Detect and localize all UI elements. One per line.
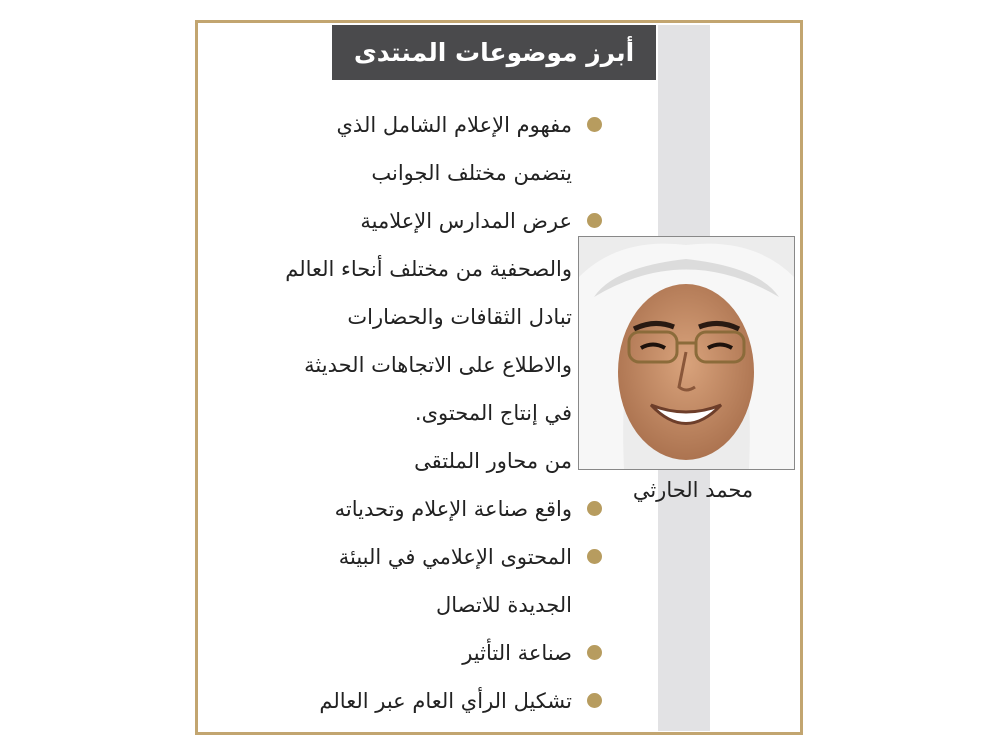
bullet-icon: [587, 117, 602, 132]
list-item: واقع صناعة الإعلام وتحدياته: [200, 485, 572, 533]
list-item: تشكيل الرأي العام عبر العالم: [200, 677, 572, 725]
bullet-icon: [587, 213, 602, 228]
list-item-continuation: والاطلاع على الاتجاهات الحديثة: [304, 353, 572, 377]
list-item-continuation: في إنتاج المحتوى.: [414, 401, 572, 425]
portrait-illustration: [579, 237, 794, 469]
bullet-icon: [587, 549, 602, 564]
list-item: عرض المدارس الإعلامية: [200, 197, 572, 245]
box-title: أبرز موضوعات المنتدى: [332, 25, 656, 80]
list-item: مفهوم الإعلام الشامل الذي: [200, 101, 572, 149]
list-item: المحتوى الإعلامي في البيئة: [200, 533, 572, 581]
list-item: تبادل الثقافات والحضارات: [200, 293, 572, 341]
list-item-continuation: والصحفية من مختلف أنحاء العالم: [285, 257, 572, 281]
list-item-continuation: يتضمن مختلف الجوانب: [371, 161, 572, 185]
list-item: صناعة التأثير: [200, 629, 572, 677]
list-item-continuation: من محاور الملتقى: [414, 449, 572, 473]
portrait-photo: [578, 236, 795, 470]
list-item-continuation: الجديدة للاتصال: [436, 593, 572, 617]
forum-topics-box: [195, 20, 803, 735]
bullet-icon: [587, 693, 602, 708]
bullet-icon: [587, 501, 602, 516]
photo-caption: محمد الحارثي: [632, 478, 754, 502]
topics-list: [200, 101, 572, 725]
bullet-icon: [587, 645, 602, 660]
